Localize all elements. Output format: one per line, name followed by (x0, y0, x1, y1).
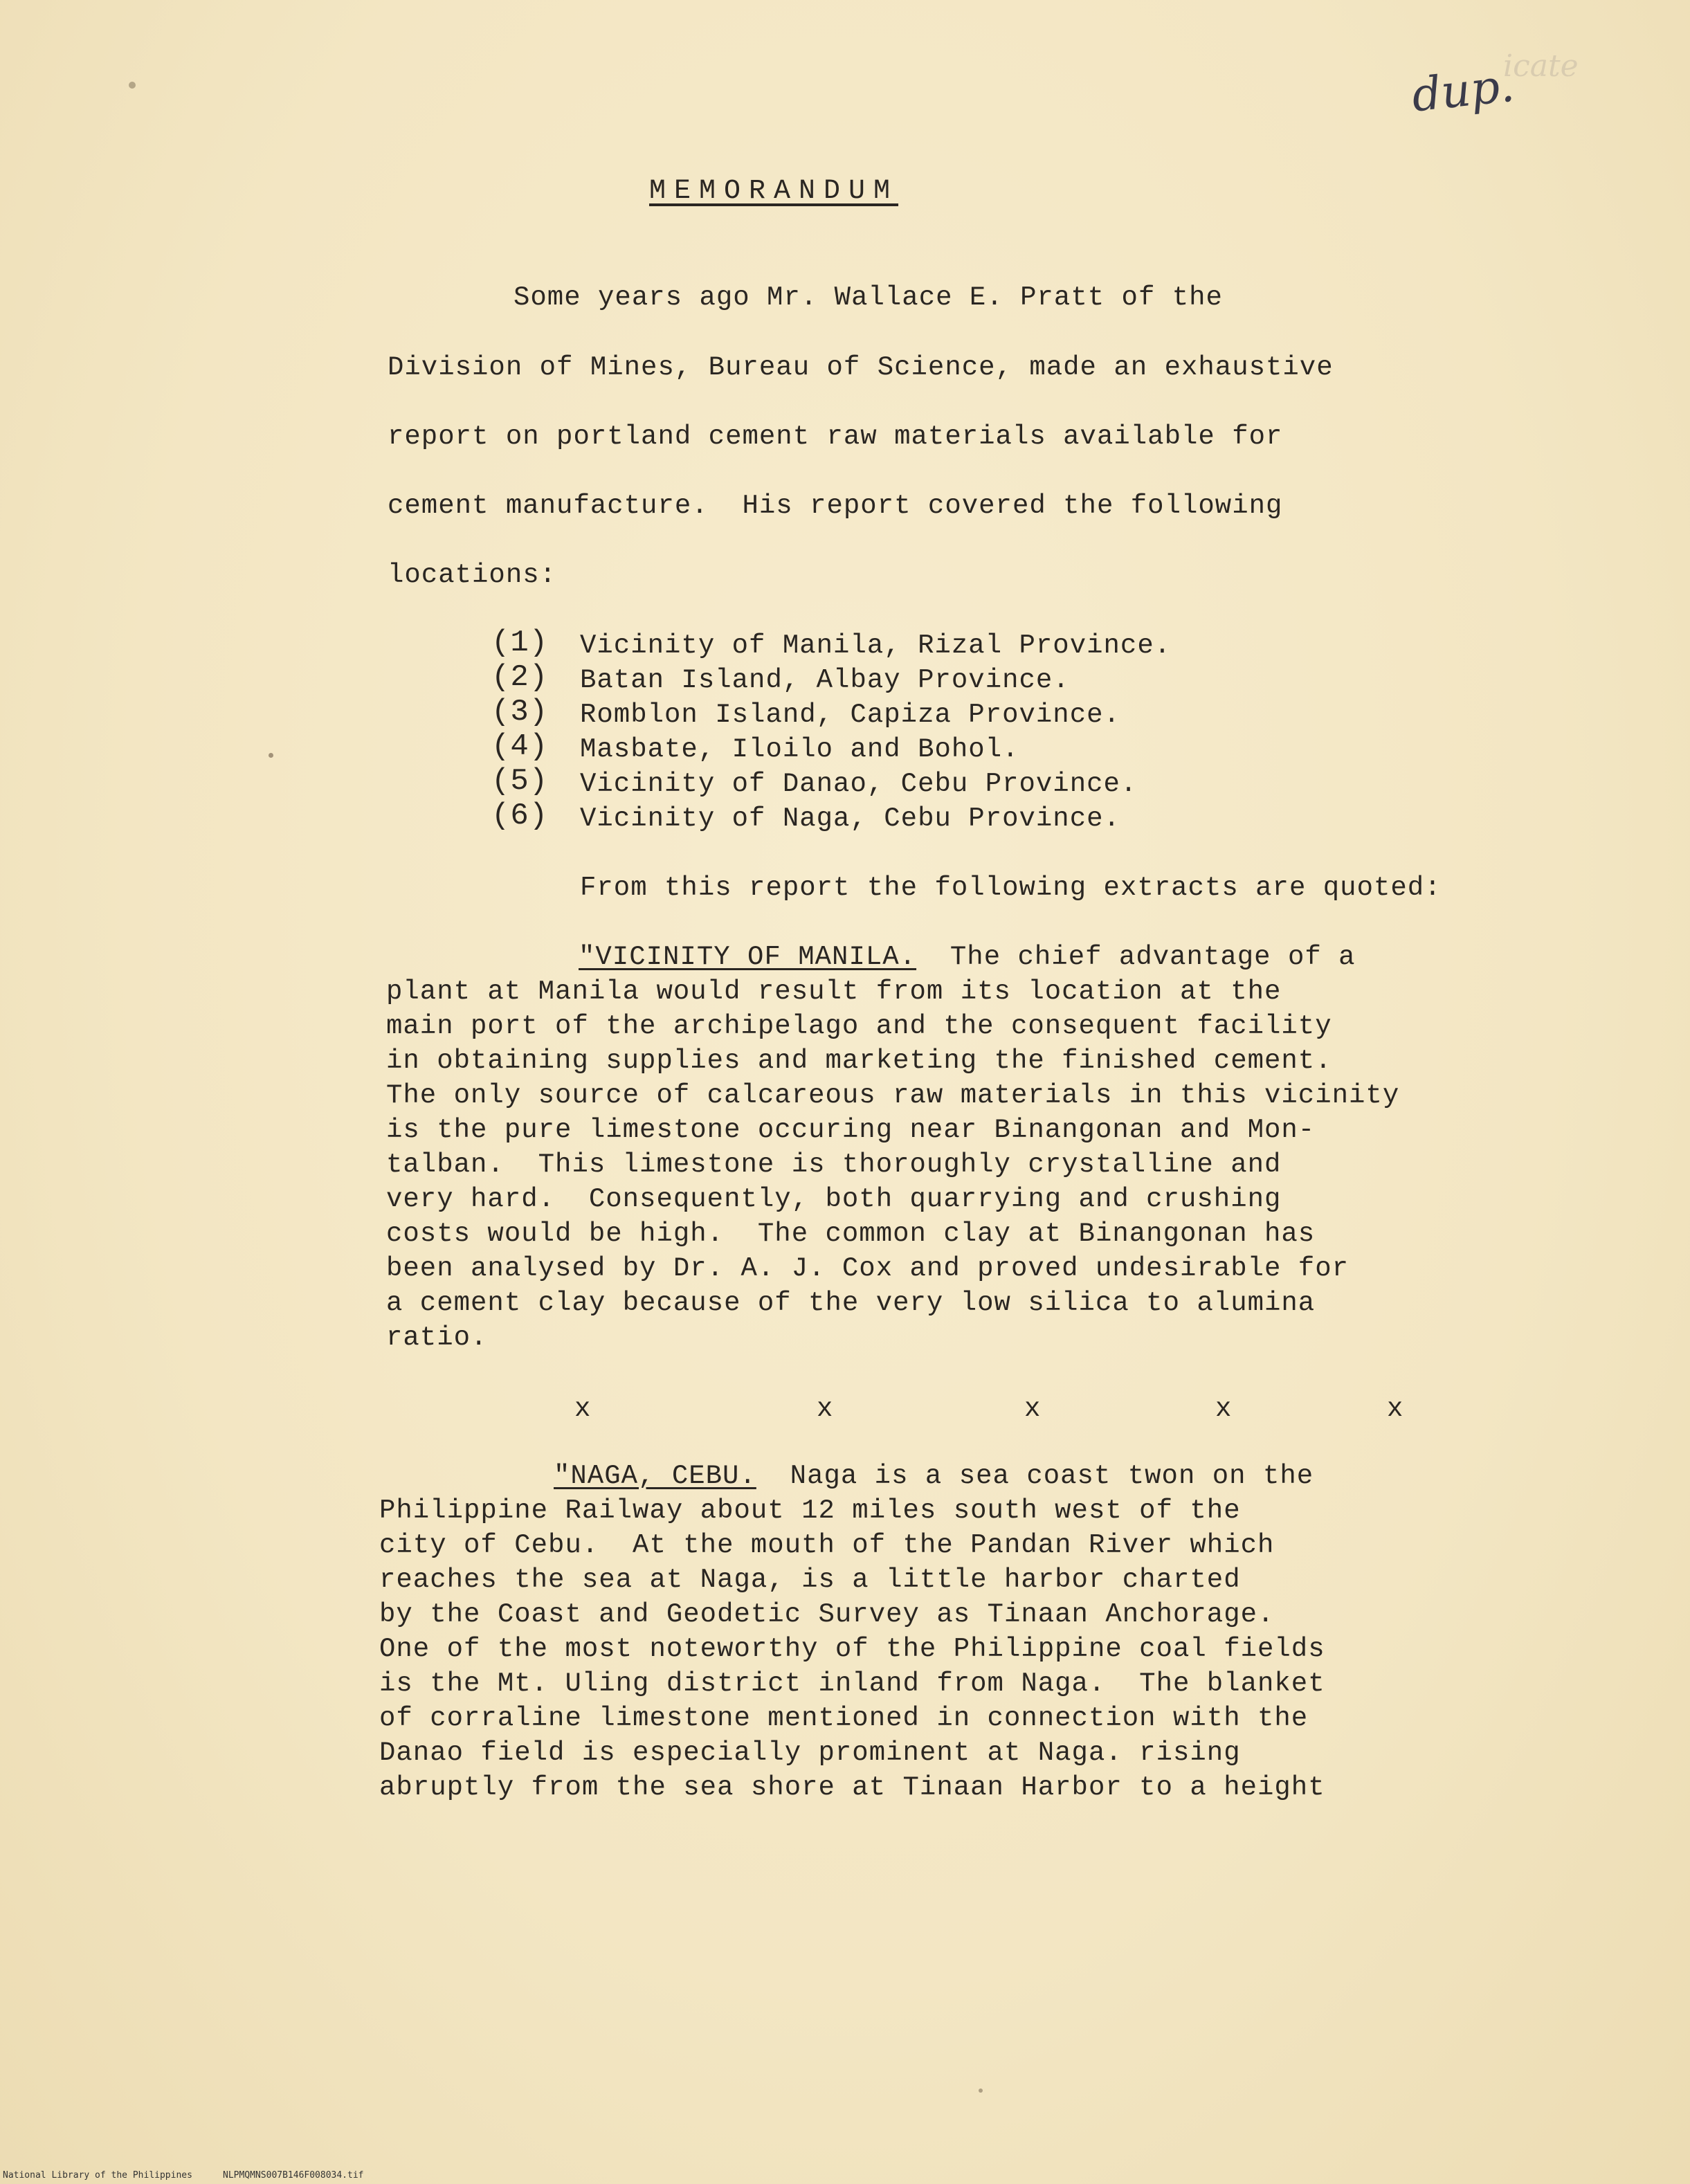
location-number: (5) (491, 764, 549, 799)
separator-x: x (1024, 1394, 1041, 1424)
extract-line: is the Mt. Uling district inland from Naga. The blanket (379, 1668, 1325, 1699)
extract-line: One of the most noteworthy of the Philippine coal fields (379, 1634, 1325, 1664)
extract-line: main port of the archipelago and the consequent facility (386, 1011, 1332, 1041)
footer-library-label: National Library of the Philippines (3, 2170, 192, 2181)
separator-x: x (1387, 1394, 1403, 1424)
intro-line-5: locations: (388, 560, 557, 590)
extract-line: The only source of calcareous raw materials in this vicinity (386, 1080, 1400, 1111)
extract-line: abruptly from the sea shore at Tinaan Harbor to a height (379, 1772, 1325, 1803)
intro-line-3: report on portland cement raw materials available for (388, 421, 1283, 452)
extract-line: of corraline limestone mentioned in connection with the (379, 1703, 1309, 1733)
extract-line: a cement clay because of the very low silica to alumina (386, 1288, 1316, 1318)
extract-line: talban. This limestone is thoroughly crystalline and (386, 1149, 1282, 1180)
location-number: (6) (491, 799, 549, 833)
faint-annotation: icate (1503, 48, 1579, 84)
location-item: Masbate, Iloilo and Bohol. (580, 734, 1019, 765)
paper-speck (129, 82, 136, 89)
intro-line-2: Division of Mines, Bureau of Science, made an exhaustive (388, 352, 1334, 383)
extract-line: plant at Manila would result from its location at the (386, 976, 1282, 1007)
extract-line: by the Coast and Geodetic Survey as Tinaan Anchorage. (379, 1599, 1275, 1630)
extract-line: Danao field is especially prominent at Naga. rising (379, 1738, 1241, 1768)
location-number: (3) (491, 695, 549, 729)
location-item: Batan Island, Albay Province. (580, 665, 1070, 695)
intro-line-4: cement manufacture. His report covered the following (388, 491, 1283, 521)
location-number: (1) (491, 626, 549, 660)
footer-filename: NLPMQMNS007B146F008034.tif (223, 2170, 364, 2181)
extract-line: reaches the sea at Naga, is a little harbor charted (379, 1565, 1241, 1595)
location-number: (2) (491, 660, 549, 695)
separator-x: x (817, 1394, 833, 1424)
extract-line: ratio. (386, 1322, 488, 1353)
extracts-intro: From this report the following extracts are quoted: (580, 873, 1442, 903)
extract-line: city of Cebu. At the mouth of the Pandan River which (379, 1530, 1275, 1560)
extract-line: is the pure limestone occuring near Binangonan and Mon- (386, 1115, 1316, 1145)
extract-first-line (554, 1459, 1314, 1493)
location-item: Romblon Island, Capiza Province. (580, 700, 1120, 730)
extract-line: been analysed by Dr. A. J. Cox and proved undesirable for (386, 1253, 1350, 1284)
extract-first-line-rest: Naga is a sea coast twon on the (756, 1461, 1314, 1491)
separator-x: x (574, 1394, 591, 1424)
location-item: Vicinity of Danao, Cebu Province. (580, 769, 1138, 799)
location-item: Vicinity of Naga, Cebu Province. (580, 803, 1120, 834)
location-number: (4) (491, 729, 549, 764)
intro-line-1: Some years ago Mr. Wallace E. Pratt of the (514, 282, 1223, 313)
extract-line: costs would be high. The common clay at Binangonan has (386, 1219, 1316, 1249)
paper-speck (269, 753, 273, 758)
extract-line: Philippine Railway about 12 miles south west of the (379, 1495, 1241, 1526)
memorandum-title: MEMORANDUM (649, 176, 899, 207)
extract-line: very hard. Consequently, both quarrying and crushing (386, 1184, 1282, 1214)
extract-first-line-rest: The chief advantage of a (916, 942, 1356, 972)
handwritten-annotation: dup. (1409, 58, 1517, 122)
paper-speck (979, 2089, 983, 2093)
extract-line: in obtaining supplies and marketing the finished cement. (386, 1046, 1332, 1076)
extract-heading: "NAGA, CEBU. (554, 1461, 756, 1491)
extract-first-line (579, 940, 1356, 974)
extract-heading: "VICINITY OF MANILA. (579, 942, 917, 972)
location-item: Vicinity of Manila, Rizal Province. (580, 630, 1172, 661)
separator-x: x (1215, 1394, 1232, 1424)
